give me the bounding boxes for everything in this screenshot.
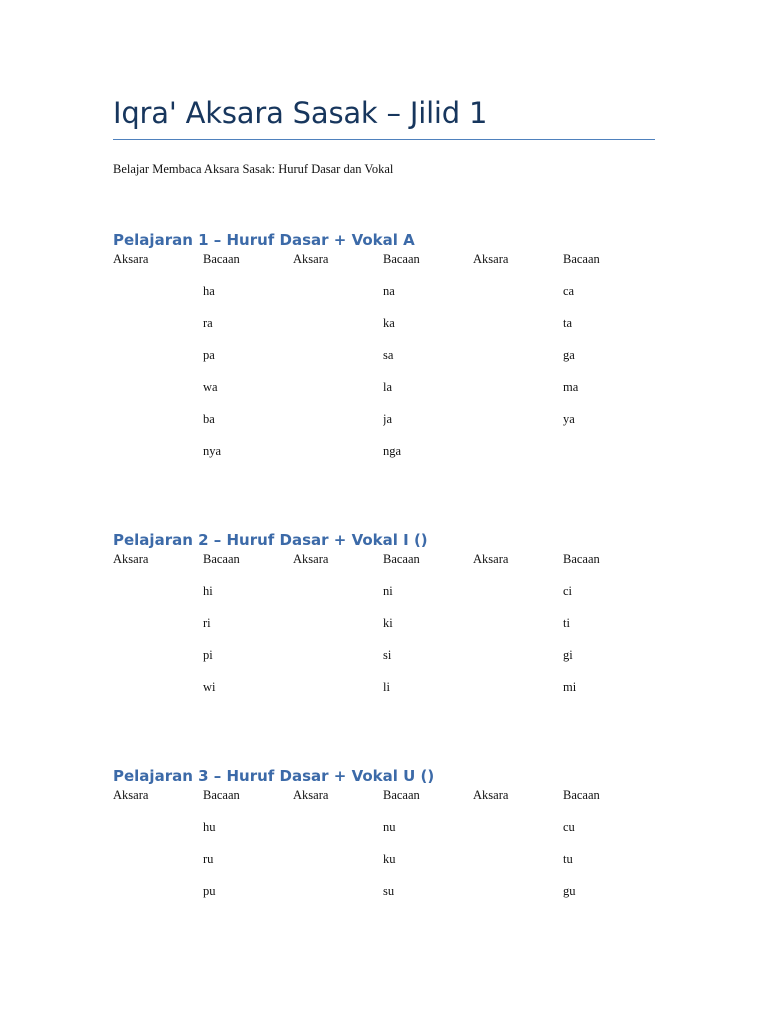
column-header: Bacaan xyxy=(563,552,600,566)
column-header: Bacaan xyxy=(383,552,420,566)
aksara-cell xyxy=(473,342,563,374)
aksara-cell xyxy=(113,406,203,438)
bacaan-cell: tu xyxy=(563,852,573,866)
aksara-cell xyxy=(113,374,203,406)
title-underline xyxy=(113,139,655,140)
lesson-heading: Pelajaran 2 – Huruf Dasar + Vokal I () xyxy=(113,531,428,549)
bacaan-cell xyxy=(563,438,655,470)
column-header: Bacaan xyxy=(203,788,240,802)
table-row xyxy=(113,878,655,910)
column-header: Aksara xyxy=(293,788,329,802)
bacaan-cell: la xyxy=(383,380,393,394)
table-row xyxy=(113,406,655,438)
aksara-cell xyxy=(473,814,563,846)
table-header-row xyxy=(113,551,655,578)
aksara-cell xyxy=(473,578,563,610)
bacaan-cell: ca xyxy=(563,284,575,298)
aksara-cell xyxy=(293,846,383,878)
bacaan-cell: li xyxy=(383,680,390,694)
aksara-cell xyxy=(113,310,203,342)
bacaan-cell: si xyxy=(383,648,392,662)
aksara-cell xyxy=(473,374,563,406)
bacaan-cell: ja xyxy=(383,412,393,426)
column-header: Aksara xyxy=(293,252,329,266)
table-header-row xyxy=(113,787,655,814)
lesson-table xyxy=(113,251,655,470)
bacaan-cell: ci xyxy=(563,584,573,598)
aksara-cell xyxy=(113,278,203,310)
aksara-cell xyxy=(113,846,203,878)
lesson-section-2 xyxy=(113,529,655,706)
table-row xyxy=(113,578,655,610)
lesson-heading: Pelajaran 1 – Huruf Dasar + Vokal A xyxy=(113,231,415,249)
table-row xyxy=(113,846,655,878)
table-header-row xyxy=(113,251,655,278)
table-row xyxy=(113,342,655,374)
table-row xyxy=(113,814,655,846)
bacaan-cell: ya xyxy=(563,412,575,426)
column-header: Aksara xyxy=(113,552,149,566)
aksara-cell xyxy=(113,578,203,610)
bacaan-cell: ta xyxy=(563,316,573,330)
aksara-cell xyxy=(473,438,563,470)
lesson-table xyxy=(113,787,655,910)
bacaan-cell: ki xyxy=(383,616,393,630)
bacaan-cell: ha xyxy=(203,284,215,298)
table-row xyxy=(113,374,655,406)
table-row xyxy=(113,310,655,342)
table-row xyxy=(113,610,655,642)
aksara-cell xyxy=(113,610,203,642)
column-header: Aksara xyxy=(473,788,509,802)
aksara-cell xyxy=(473,878,563,910)
aksara-cell xyxy=(293,374,383,406)
column-header: Bacaan xyxy=(563,788,600,802)
column-header: Aksara xyxy=(473,552,509,566)
bacaan-cell: wi xyxy=(203,680,216,694)
bacaan-cell: mi xyxy=(563,680,577,694)
column-header: Bacaan xyxy=(383,788,420,802)
bacaan-cell: sa xyxy=(383,348,394,362)
bacaan-cell: su xyxy=(383,884,395,898)
bacaan-cell: nga xyxy=(383,444,402,458)
bacaan-cell: ni xyxy=(383,584,393,598)
bacaan-cell: ba xyxy=(203,412,215,426)
bacaan-cell: gi xyxy=(563,648,573,662)
bacaan-cell: ka xyxy=(383,316,395,330)
aksara-cell xyxy=(293,278,383,310)
aksara-cell xyxy=(293,642,383,674)
column-header: Bacaan xyxy=(203,552,240,566)
column-header: Bacaan xyxy=(383,252,420,266)
aksara-cell xyxy=(473,310,563,342)
aksara-cell xyxy=(473,278,563,310)
aksara-cell xyxy=(473,642,563,674)
column-header: Aksara xyxy=(293,552,329,566)
aksara-cell xyxy=(473,406,563,438)
aksara-cell xyxy=(473,674,563,706)
bacaan-cell: wa xyxy=(203,380,218,394)
aksara-cell xyxy=(113,674,203,706)
aksara-cell xyxy=(473,846,563,878)
aksara-cell xyxy=(293,610,383,642)
bacaan-cell: ku xyxy=(383,852,396,866)
aksara-cell xyxy=(113,342,203,374)
aksara-cell xyxy=(293,814,383,846)
column-header: Aksara xyxy=(473,252,509,266)
aksara-cell xyxy=(113,878,203,910)
aksara-cell xyxy=(113,814,203,846)
bacaan-cell: ri xyxy=(203,616,211,630)
lesson-section-3 xyxy=(113,765,655,910)
aksara-cell xyxy=(113,642,203,674)
column-header: Aksara xyxy=(113,252,149,266)
table-row xyxy=(113,642,655,674)
aksara-cell xyxy=(293,878,383,910)
bacaan-cell: nu xyxy=(383,820,396,834)
table-row xyxy=(113,278,655,310)
aksara-cell xyxy=(113,438,203,470)
lesson-table xyxy=(113,551,655,706)
bacaan-cell: pa xyxy=(203,348,215,362)
bacaan-cell: ti xyxy=(563,616,570,630)
aksara-cell xyxy=(293,674,383,706)
bacaan-cell: pi xyxy=(203,648,213,662)
column-header: Bacaan xyxy=(203,252,240,266)
column-header: Aksara xyxy=(113,788,149,802)
aksara-cell xyxy=(293,310,383,342)
bacaan-cell: cu xyxy=(563,820,575,834)
aksara-cell xyxy=(293,438,383,470)
table-row xyxy=(113,438,655,470)
bacaan-cell: ra xyxy=(203,316,213,330)
bacaan-cell: hu xyxy=(203,820,216,834)
aksara-cell xyxy=(293,406,383,438)
lesson-heading: Pelajaran 3 – Huruf Dasar + Vokal U () xyxy=(113,767,435,785)
bacaan-cell: ga xyxy=(563,348,575,362)
bacaan-cell: ma xyxy=(563,380,579,394)
bacaan-cell: gu xyxy=(563,884,576,898)
table-row xyxy=(113,674,655,706)
document-title: Iqra' Aksara Sasak – Jilid 1 xyxy=(113,96,488,130)
bacaan-cell: pu xyxy=(203,884,216,898)
aksara-cell xyxy=(473,610,563,642)
bacaan-cell: hi xyxy=(203,584,213,598)
aksara-cell xyxy=(293,578,383,610)
bacaan-cell: nya xyxy=(203,444,222,458)
document-subtitle: Belajar Membaca Aksara Sasak: Huruf Dasar dan Vokal xyxy=(113,162,394,176)
aksara-cell xyxy=(293,342,383,374)
bacaan-cell: ru xyxy=(203,852,214,866)
column-header: Bacaan xyxy=(563,252,600,266)
bacaan-cell: na xyxy=(383,284,395,298)
lesson-section-1 xyxy=(113,229,655,470)
